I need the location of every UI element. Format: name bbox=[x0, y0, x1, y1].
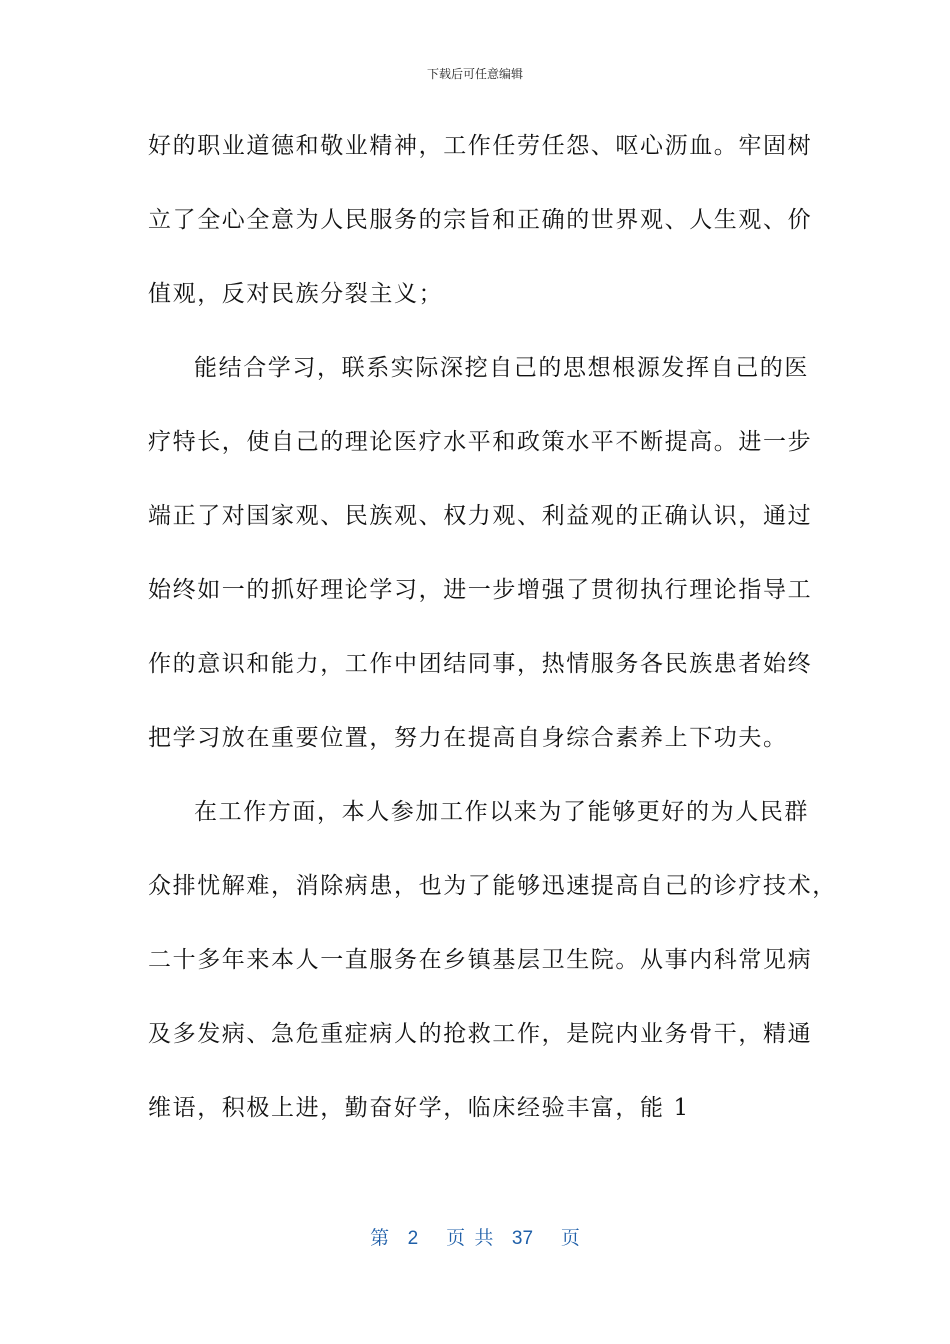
page-footer bbox=[0, 1226, 950, 1252]
text-line: 立了全心全意为人民服务的宗旨和正确的世界观、人生观、价 bbox=[148, 207, 813, 233]
text-line: 维语，积极上进，勤奋好学，临床经验丰富，能 1 bbox=[148, 1095, 690, 1121]
text-line: 始终如一的抓好理论学习，进一步增强了贯彻执行理论指导工 bbox=[148, 577, 813, 603]
text-line: 众排忧解难，消除病患，也为了能够迅速提高自己的诊疗技术， bbox=[148, 873, 837, 899]
paragraph-first-line: 能结合学习，联系实际深挖自己的思想根源发挥自己的医 bbox=[194, 355, 809, 381]
text-line: 及多发病、急危重症病人的抢救工作，是院内业务骨干，精通 bbox=[148, 1021, 813, 1047]
text-line: 把学习放在重要位置，努力在提高自身综合素养上下功夫。 bbox=[148, 725, 788, 751]
page-number-indicator: 第 2 页 共 37 页 bbox=[370, 1228, 580, 1249]
text-line: 疗特长，使自己的理论医疗水平和政策水平不断提高。进一步 bbox=[148, 429, 813, 455]
paragraph-first-line: 在工作方面，本人参加工作以来为了能够更好的为人民群 bbox=[194, 799, 809, 825]
text-line: 端正了对国家观、民族观、权力观、利益观的正确认识，通过 bbox=[148, 503, 813, 529]
text-line: 二十多年来本人一直服务在乡镇基层卫生院。从事内科常见病 bbox=[148, 947, 813, 973]
text-line: 好的职业道德和敬业精神，工作任劳任怨、呕心沥血。牢固树 bbox=[148, 133, 813, 159]
text-line: 作的意识和能力，工作中团结同事，热情服务各民族患者始终 bbox=[148, 651, 813, 677]
document-body bbox=[148, 122, 837, 1158]
page-header-note: 下载后可任意编辑 bbox=[426, 67, 523, 81]
text-line: 值观，反对民族分裂主义； bbox=[148, 281, 444, 307]
